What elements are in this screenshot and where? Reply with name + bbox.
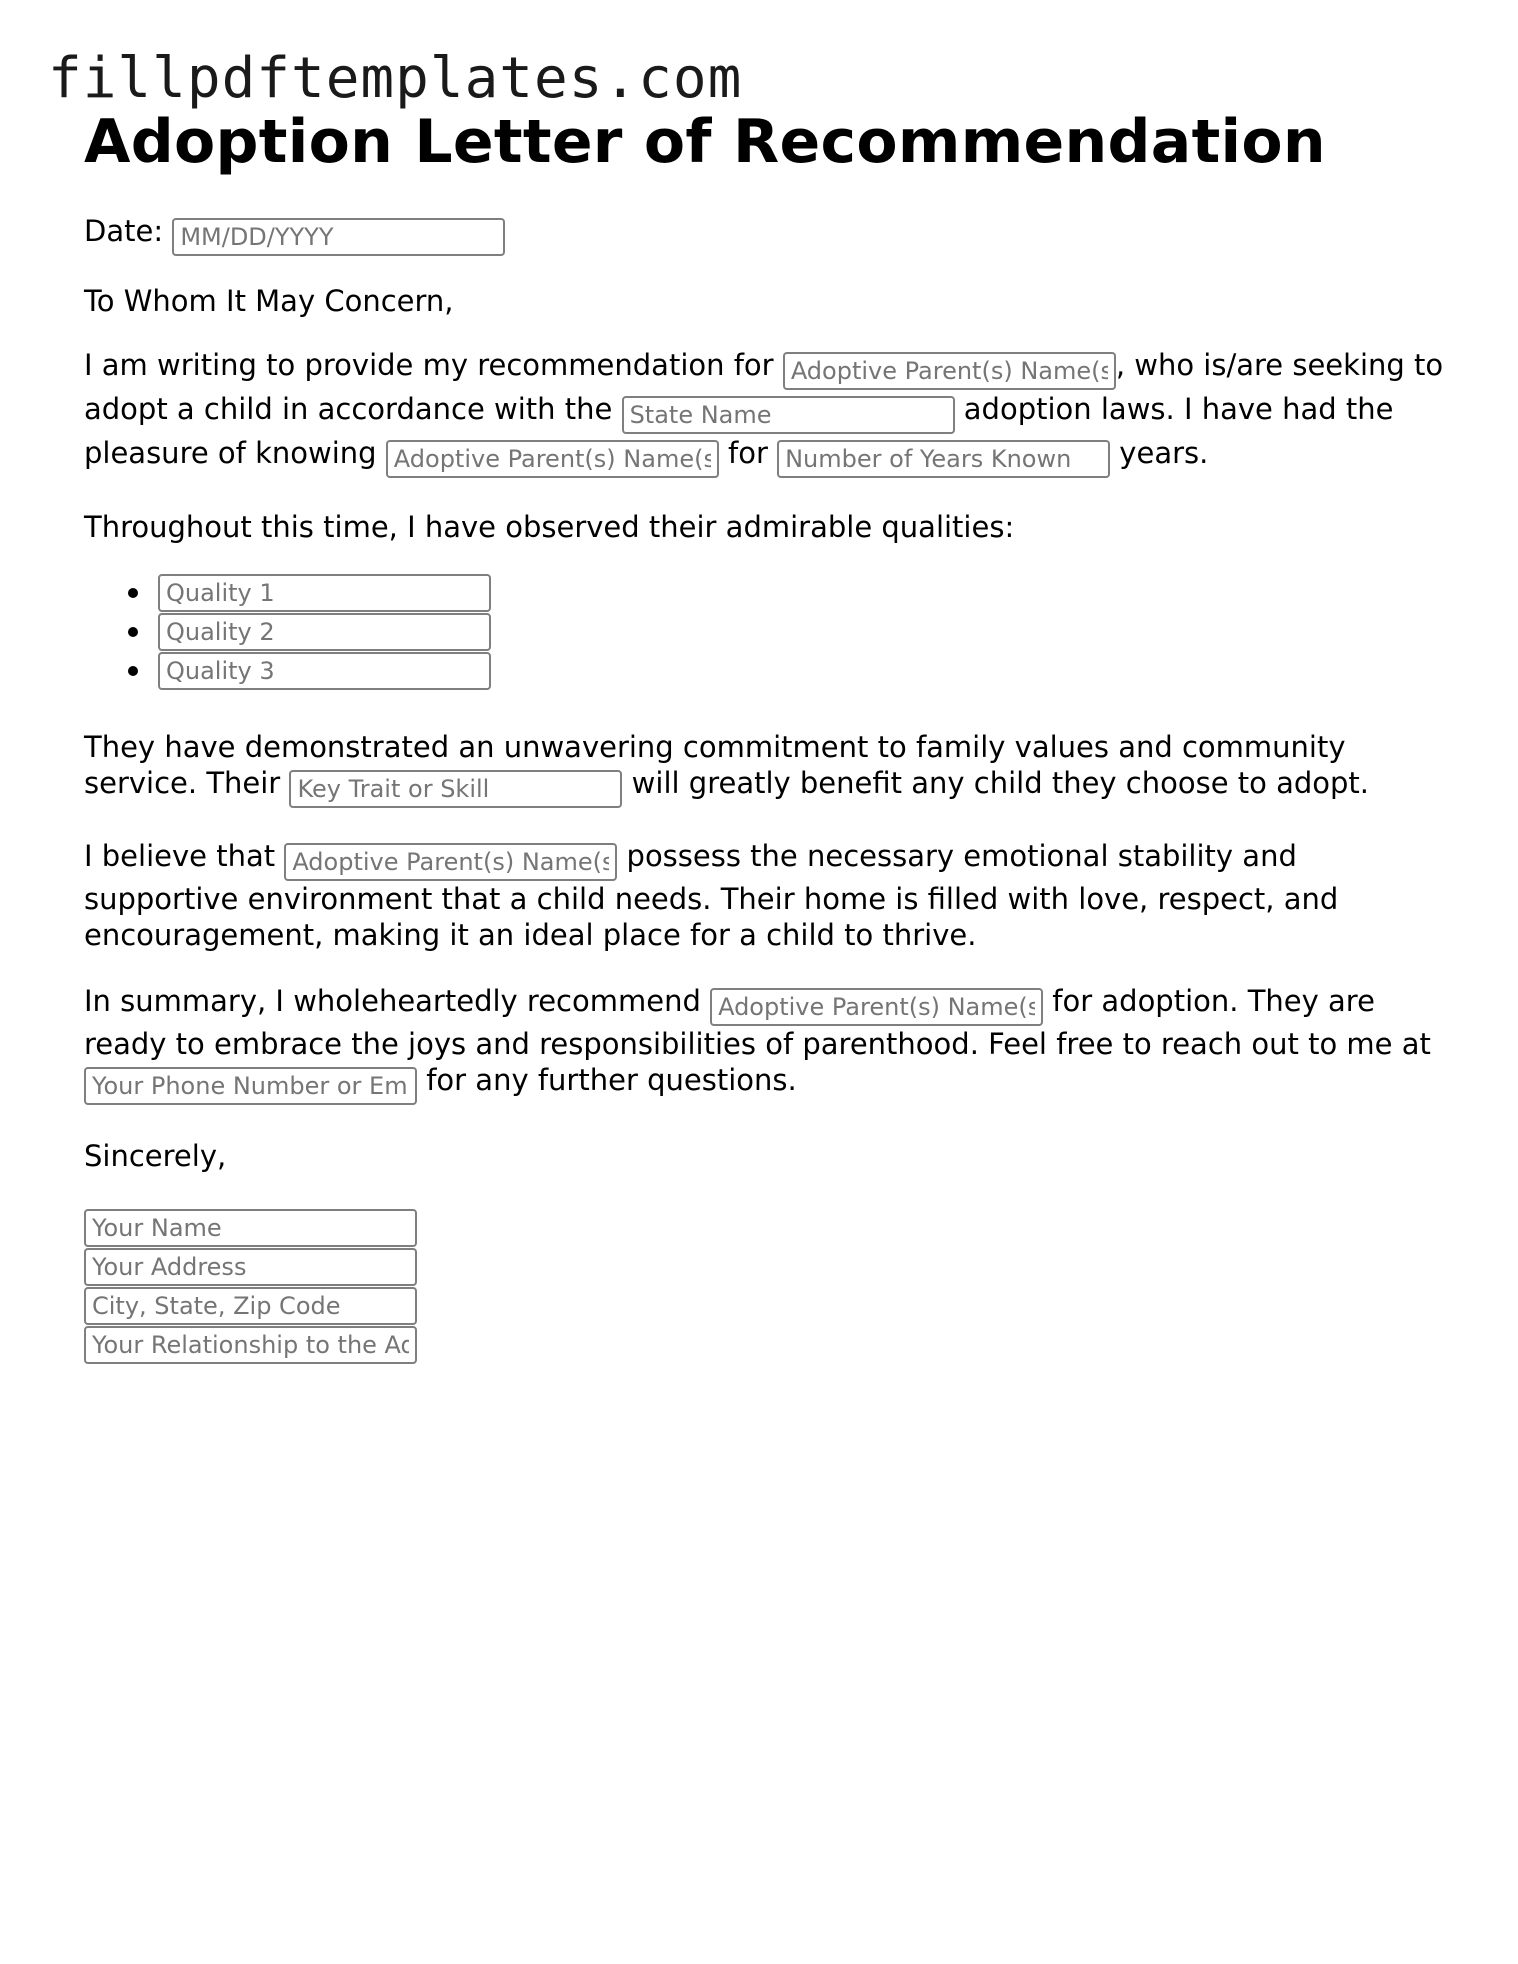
contact-input[interactable] xyxy=(84,1067,417,1105)
signature-block xyxy=(84,1209,1454,1364)
intro-text-2: , who is/are seeking to adopt a child in accordance with the xyxy=(84,348,1444,426)
commitment-text-2: will greatly benefit any child they choose to adopt. xyxy=(622,766,1370,800)
page-title: Adoption Letter of Recommendation xyxy=(84,107,1326,177)
closing: Sincerely, xyxy=(84,1139,227,1173)
relationship-input[interactable] xyxy=(84,1326,417,1364)
summary-text-1: In summary, I wholeheartedly recommend xyxy=(84,984,711,1018)
date-input[interactable] xyxy=(172,218,505,256)
intro-paragraph xyxy=(84,346,1454,478)
adoptive-parent-name-input[interactable] xyxy=(783,352,1116,390)
belief-text-1: I believe that xyxy=(84,839,285,873)
adoptive-parent-name-input-4[interactable] xyxy=(710,988,1043,1026)
quality-3-input[interactable] xyxy=(158,652,491,690)
date-label: Date: xyxy=(84,214,164,248)
years-known-input[interactable] xyxy=(777,440,1110,478)
commitment-text-1: They have demonstrated an unwavering commitment to family values and community service. Their xyxy=(84,730,1346,800)
summary-paragraph xyxy=(84,983,1454,1105)
letter-body xyxy=(84,104,1454,1365)
list-item xyxy=(158,652,1454,691)
qualities-intro: Throughout this time, I have observed their admirable qualities: xyxy=(84,510,1015,544)
your-name-input[interactable] xyxy=(84,1209,417,1247)
quality-2-input[interactable] xyxy=(158,613,491,651)
state-name-input[interactable] xyxy=(622,396,955,434)
summary-text-2: for adoption. They are ready to embrace the joys and responsibilities of parenthood. Feel free to reach out to me at xyxy=(84,984,1431,1061)
site-watermark: fillpdftemplates.com xyxy=(48,46,743,111)
summary-text-3: for any further questions. xyxy=(417,1063,797,1097)
qualities-list xyxy=(84,574,1454,691)
commitment-paragraph xyxy=(84,729,1454,808)
list-item xyxy=(158,574,1454,613)
quality-1-input[interactable] xyxy=(158,574,491,612)
belief-paragraph xyxy=(84,838,1454,953)
key-trait-input[interactable] xyxy=(289,770,622,808)
your-address-input[interactable] xyxy=(84,1248,417,1286)
intro-text-1: I am writing to provide my recommendation for xyxy=(84,348,783,382)
intro-text-5: years. xyxy=(1110,436,1209,470)
city-state-zip-input[interactable] xyxy=(84,1287,417,1325)
date-line xyxy=(84,212,1454,256)
greeting: To Whom It May Concern, xyxy=(84,284,454,318)
intro-text-4: for xyxy=(718,436,778,470)
adoptive-parent-name-input-2[interactable] xyxy=(386,440,719,478)
list-item xyxy=(158,613,1454,652)
intro-text-3: adoption laws. I have had the pleasure of knowing xyxy=(84,392,1394,470)
adoptive-parent-name-input-3[interactable] xyxy=(284,843,617,881)
belief-text-2: possess the necessary emotional stability and supportive environment that a child needs. Their home is filled with love, respect, and encouragement, making it an ideal place for a child to thrive. xyxy=(84,839,1339,952)
